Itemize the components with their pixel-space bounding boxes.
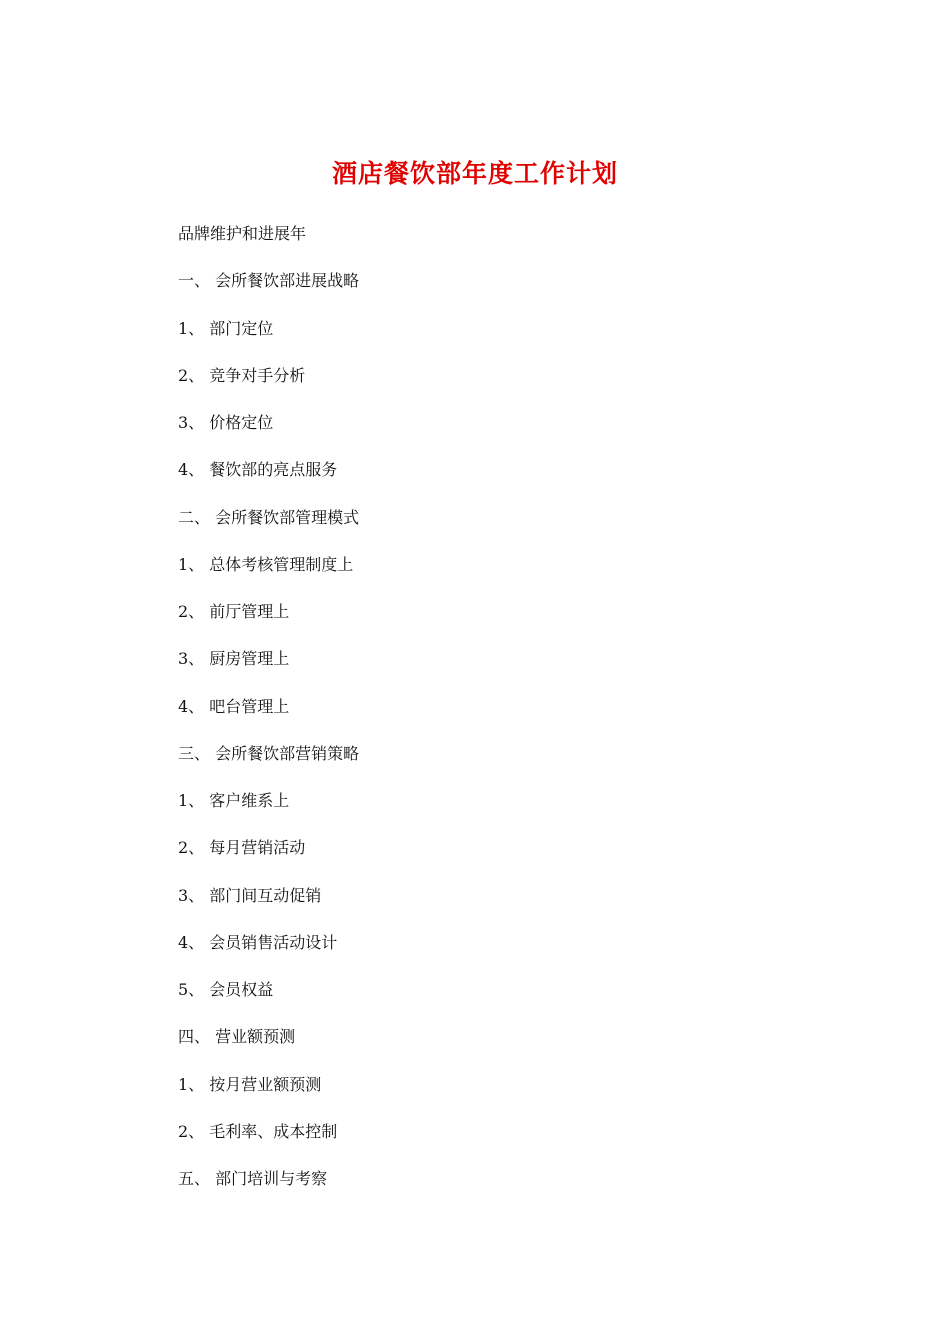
list-item: 4、 会员销售活动设计 <box>178 932 338 952</box>
list-item: 1、 总体考核管理制度上 <box>178 554 354 574</box>
list-item: 1、 客户维系上 <box>178 791 290 810</box>
list-item: 1、 部门定位 <box>178 318 274 338</box>
list-item: 3、 厨房管理上 <box>178 649 290 669</box>
subtitle-line: 品牌维护和进展年 <box>178 224 307 243</box>
list-item: 2、 竞争对手分析 <box>178 365 306 385</box>
section-heading-5: 五、 部门培训与考察 <box>178 1169 328 1188</box>
list-item: 2、 前厅管理上 <box>178 602 290 621</box>
list-item: 3、 价格定位 <box>178 413 274 432</box>
section-heading-2: 二、 会所餐饮部管理模式 <box>178 507 360 527</box>
list-item: 4、 吧台管理上 <box>178 696 290 716</box>
list-item: 2、 每月营销活动 <box>178 838 306 858</box>
document-body <box>178 220 778 1212</box>
list-item: 2、 毛利率、成本控制 <box>178 1121 338 1141</box>
list-item: 5、 会员权益 <box>178 980 274 999</box>
list-item: 4、 餐饮部的亮点服务 <box>178 460 338 480</box>
section-heading-1: 一、 会所餐饮部进展战略 <box>178 271 360 291</box>
section-heading-3: 三、 会所餐饮部营销策略 <box>178 743 360 763</box>
list-item: 3、 部门间互动促销 <box>178 885 322 905</box>
list-item: 1、 按月营业额预测 <box>178 1074 322 1094</box>
document-title: 酒店餐饮部年度工作计划 <box>331 159 618 188</box>
section-heading-4: 四、 营业额预测 <box>178 1027 296 1047</box>
